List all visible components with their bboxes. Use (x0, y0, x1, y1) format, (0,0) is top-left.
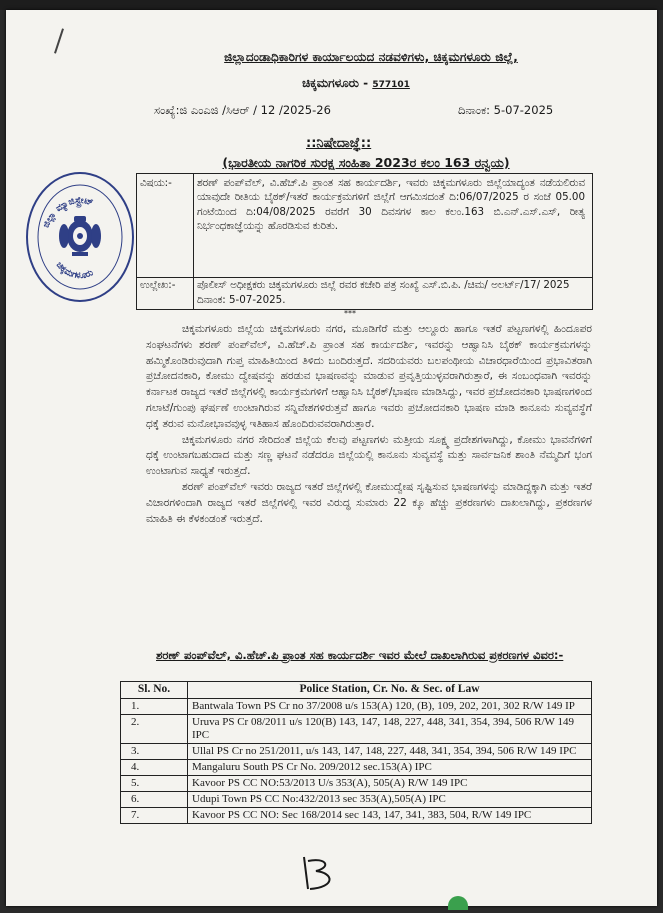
body-paragraph: ಶರಣ್ ಪಂಪ್‌ವೆಲ್ ಇವರು ರಾಜ್ಯದ ಇತರೆ ಜಿಲ್ಲೆಗಳಲ್ಲಿ ಕೋಮುದ್ವೇಷ ಸೃಷ್ಟಿಸುವ ಭಾಷಣಗಳನ್ನು ಮಾಡಿದ್ದಕ್ಕಾಗಿ ಮತ್ತು ಇತರೆ ವಿಚಾರಗಳಿಂದಾಗಿ ರಾಜ್ಯದ ಇತರೆ ಜಿಲ್ಲೆಗಳಲ್ಲಿ ಇವರ ವಿರುದ್ಧ ಸುಮಾರು 22 ಕ್ಕೂ ಹೆಚ್ಚು ಪ್ರಕರಣಗಳು ದಾಖಲಾಗಿದ್ದು, ಪ್ರಕರಣಗಳ ಮಾಹಿತಿ ಈ ಕೆಳಕಂಡಂತೆ ಇರುತ್ತದೆ. (146, 480, 592, 525)
order-title: ::ನಿಷೇದಾಜ್ಞೆ:: (306, 136, 372, 151)
table-row (121, 715, 592, 744)
table-header-row (121, 682, 592, 699)
serial-number: 6. (121, 792, 188, 808)
reference-text: ಪೊಲೀಸ್ ಅಧೀಕ್ಷಕರು ಚಿಕ್ಕಮಗಳೂರು ಜಿಲ್ಲೆ ರವರ ಕಚೇರಿ ಪತ್ರ ಸಂಖ್ಯೆ ಎಸ್.ಬಿ.ಪಿ. /ಚಿಮ/ ಅಲರ್ಟ್/17/ 2025 ದಿನಾಂಕ: 5-07-2025. (197, 279, 570, 306)
serial-number: 4. (121, 760, 188, 776)
table-row (121, 792, 592, 808)
serial-number: 1. (121, 699, 188, 715)
table-row (121, 744, 592, 760)
case-details: Udupi Town PS CC No:432/2013 sec 353(A),505(A) IPC (188, 792, 592, 808)
svg-text:ಜಿಲ್ಲಾ ಮ್ಯಾಜಿಸ್ಟ್ರೇಟ್: ಜಿಲ್ಲಾ ಮ್ಯಾಜಿಸ್ಟ್ರೇಟ್ (41, 196, 95, 230)
case-details: Uruva PS Cr 08/2011 u/s 120(B) 143, 147, 148, 227, 448, 341, 354, 394, 506 R/W 149 IPC (188, 715, 592, 744)
table-row (121, 776, 592, 792)
office-city (206, 76, 506, 91)
document-page (6, 10, 657, 906)
case-details: Bantwala Town PS Cr no 37/2008 u/s 153(A) 120, (B), 109, 202, 201, 302 R/W 149 IP (188, 699, 592, 715)
office-title: ಜಿಲ್ಲಾದಂಡಾಧಿಕಾರಿಗಳ ಕಾರ್ಯಾಲಯದ ನಡವಳಿಗಳು, ಚಿಕ್ಕಮಗಳೂರು ಜಿಲ್ಲೆ, (224, 50, 518, 64)
case-details: Mangaluru South PS Cr No. 209/2012 sec.153(A) IPC (188, 760, 592, 776)
city-name: ಚಿಕ್ಕಮಗಳೂರು - (302, 76, 369, 90)
serial-number: 7. (121, 808, 188, 824)
photo-edge (0, 0, 663, 10)
table-row (121, 760, 592, 776)
reference-box (136, 276, 593, 310)
reference-number: ಸಂಖ್ಯೆ:ಜಿ ಎಂಎಜಿ /ಸಿಆರ್ / 12 /2025-26 (154, 103, 331, 117)
order-date: ದಿನಾಂಕ: 5-07-2025 (458, 103, 554, 117)
pen-mark (54, 28, 64, 53)
column-header: Police Station, Cr. No. & Sec. of Law (188, 682, 592, 699)
order-subtitle: (ಭಾರತೀಯ ನಾಗರಿಕ ಸುರಕ್ಷ ಸಂಹಿತಾ 2023ರ ಕಲಂ 163 ರನ್ವಯ) (222, 155, 510, 170)
green-stamp-fragment (448, 896, 468, 910)
subject-label: ವಿಷಯ:- (140, 177, 172, 189)
reference-divider (193, 276, 194, 309)
case-details: Kavoor PS CC NO:53/2013 U/s 353(A), 505(A) R/W 149 IPC (188, 776, 592, 792)
column-header: Sl. No. (121, 682, 188, 699)
seal-emblem-icon (28, 174, 132, 300)
case-details: Ullal PS Cr no 251/2011, u/s 143, 147, 148, 227, 448, 341, 354, 394, 506 R/W 149 IPC (188, 744, 592, 760)
svg-text:ಚಿಕ್ಕಮಗಳೂರು: ಚಿಕ್ಕಮಗಳೂರು (53, 260, 95, 282)
serial-number: 5. (121, 776, 188, 792)
cases-table (120, 681, 592, 824)
subject-box (136, 173, 593, 278)
table-row (121, 699, 592, 715)
pincode: 577101 (372, 80, 410, 90)
table-row (121, 808, 592, 824)
serial-number: 3. (121, 744, 188, 760)
order-body (146, 322, 592, 527)
body-paragraph: ಚಿಕ್ಕಮಗಳೂರು ನಗರ ಸೇರಿದಂತೆ ಜಿಲ್ಲೆಯ ಕೆಲವು ಪಟ್ಟಣಗಳು ಮತ್ತೀಯ ಸೂಕ್ಷ್ಮ ಪ್ರದೇಶಗಳಾಗಿದ್ದು, ಕೋಮು ಭಾವನೆಗಳಿಗೆ ಧಕ್ಕೆ ಉಂಟಾಗಬಹುದಾದ ಮತ್ತು ಸಣ್ಣ ಘಟನೆ ನಡೆದರೂ ಜಿಲ್ಲೆಯಲ್ಲಿ ಕಾನೂನು ಸುವ್ಯವಸ್ಥೆ ಮತ್ತು ಸಾರ್ವಜನಿಕ ಶಾಂತಿ ನೆಮ್ಮದಿಗೆ ಭಂಗ ಉಂಟಾಗುವ ಸಾಧ್ಯತೆ ಇರುತ್ತದೆ. (146, 433, 592, 478)
subject-divider (193, 174, 194, 277)
cases-heading: ಶರಣ್ ಪಂಪ್‌ವೆಲ್, ವಿ.ಹೆಚ್.ಪಿ ಪ್ರಾಂತ ಸಹ ಕಾರ್ಯದರ್ಶಿ ಇವರ ಮೇಲೆ ದಾಖಲಾಗಿರುವ ಪ್ರಕರಣಗಳ ವಿವರ:- (156, 648, 564, 662)
separator-stars: *** (344, 309, 356, 318)
serial-number: 2. (121, 715, 188, 744)
official-seal (26, 172, 134, 302)
signature-mark (296, 853, 342, 895)
case-details: Kavoor PS CC NO: Sec 168/2014 sec 143, 147, 341, 383, 504, R/W 149 IPC (188, 808, 592, 824)
body-paragraph: ಚಿಕ್ಕಮಗಳೂರು ಜಿಲ್ಲೆಯ ಚಿಕ್ಕಮಗಳೂರು ನಗರ, ಮೂಡಿಗೆರೆ ಮತ್ತು ಆಲ್ದೂರು ಹಾಗೂ ಇತರೆ ಪಟ್ಟಣಗಳಲ್ಲಿ ಹಿಂದೂಪರ ಸಂಘಟನೆಗಳು ಶರಣ್ ಪಂಪ್‌ವೆಲ್, ವಿ.ಹೆಚ್.ಪಿ ಪ್ರಾಂತ ಸಹ ಕಾರ್ಯದರ್ಶಿ, ಇವರನ್ನು ಆಹ್ವಾನಿಸಿ ಬೈಠಕ್ ಕಾರ್ಯಕ್ರಮಗಳನ್ನು ಹಮ್ಮಿಕೊಂಡಿರುವುದಾಗಿ ಗುಪ್ತ ಮಾಹಿತಿಯಿಂದ ತಿಳಿದು ಬಂದಿರುತ್ತದೆ. ಸದರಿಯವರು ಬಲಪಂಥೀಯ ವಿಚಾರಧಾರೆಯಿಂದ ಪ್ರಭಾವಿತರಾಗಿ ಪ್ರಚೋದನಕಾರಿ, ಕೋಮು ದ್ವೇಷವನ್ನು ಹರಡುವ ಭಾಷಣವನ್ನು ಮಾಡುವ ಪ್ರವೃತ್ತಿಯುಳ್ಳವರಾಗಿರುತ್ತಾರೆ, ಈ ಸಂಬಂಧವಾಗಿ ಇವರನ್ನು ಕರ್ನಾಟಕ ರಾಜ್ಯದ ಇತರೆ ಜಿಲ್ಲೆಗಳಲ್ಲಿ ಕಾರ್ಯಕ್ರಮಗಳಿಗೆ ಆಹ್ವಾನಿಸಿ ಬೈಠಕ್/ಭಾಷಣ ಮಾಡಿಸಿದ್ದು, ಇವರ ಪ್ರಚೋದನಕಾರಿ ಭಾಷಣಗಳಿಂದ ಗಲಾಟೆ/ಗುಂಪು ಘರ್ಷಣೆ ಉಂಟಾಗಿರುವ ಸನ್ನಿವೇಶಗಳಿರುತ್ತವೆ ಹಾಗೂ ಇವರು ಪ್ರಚೋದನಕಾರಿ ಭಾಷಣ ಮಾಡಿ ಕಾನೂನು ಸುವ್ಯವಸ್ಥೆಗೆ ಧಕ್ಕೆ ತರುವ ಮನೋಭಾವವುಳ್ಳ ಇತಿಹಾಸ ಹೊಂದಿರುವವರಾಗಿರುತ್ತಾರೆ. (146, 323, 592, 430)
reference-label: ಉಲ್ಲೇಖ:- (140, 279, 176, 291)
subject-text: ಶರಣ್ ಪಂಪ್‌ವೆಲ್, ವಿ.ಹೆಚ್.ಪಿ ಪ್ರಾಂತ ಸಹ ಕಾರ್ಯದರ್ಶಿ, ಇವರು ಚಿಕ್ಕಮಗಳೂರು ಜಿಲ್ಲೆಯಾದ್ಯಂತ ನಡೆಯಲಿರುವ ಯಾವುದೇ ರೀತಿಯ ಬೈಠಕ್/ಇತರೆ ಕಾರ್ಯಕ್ರಮಗಳಿಗೆ ಜಿಲ್ಲೆಗೆ ಆಗಮಿಸದಂತೆ ದಿ:06/07/2025 ರ ಸಂಜೆ 05.00 ಗಂಟೆಯಿಂದ ದಿ:04/08/2025 ರವರೆಗೆ 30 ದಿವಸಗಳ ಕಾಲ ಕಲಂ.163 ಬಿ.ಎನ್.ಎಸ್.ಎಸ್, ರೀತ್ಯ ನಿರ್ಭಂಧಕಾಜ್ಞೆಯನ್ನು ಹೊರಡಿಸುವ ಕುರಿತು. (197, 177, 585, 232)
